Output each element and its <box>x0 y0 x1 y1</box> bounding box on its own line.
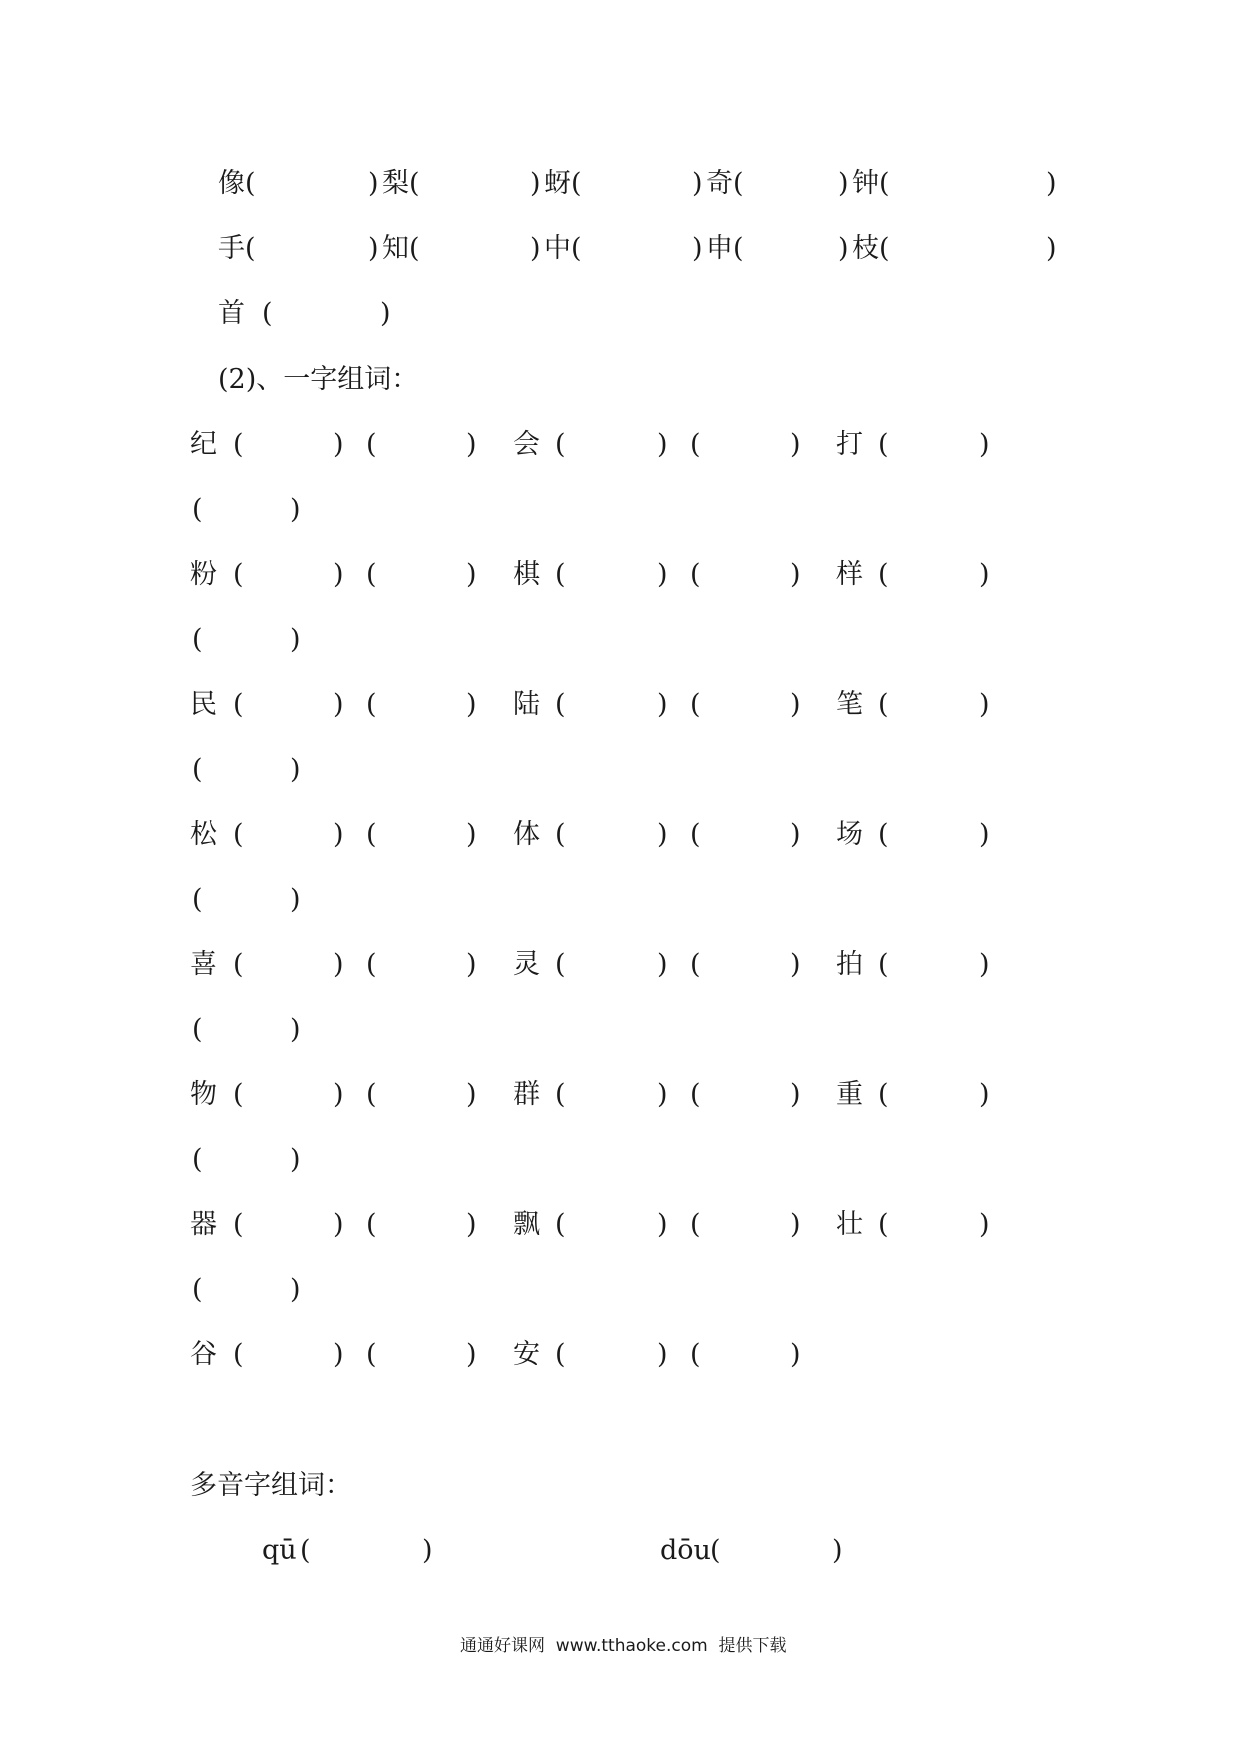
paren-open: ( <box>555 819 566 850</box>
paren-open: ( <box>245 168 256 199</box>
paren-open: ( <box>233 429 244 460</box>
char-s2-r7-3: 壮 <box>836 1209 863 1240</box>
section2-heading: (2)、一字组词： <box>218 364 419 395</box>
paren-close: ) <box>692 233 703 264</box>
paren-open: ( <box>233 689 244 720</box>
paren-close: ) <box>466 689 477 720</box>
paren-close: ) <box>333 1339 344 1370</box>
paren-open: ( <box>366 949 377 980</box>
char-s1-r2-2: 知 <box>382 233 409 264</box>
paren-open: ( <box>555 429 566 460</box>
paren-close: ) <box>979 559 990 590</box>
paren-open: ( <box>192 624 203 655</box>
paren-close: ) <box>333 1209 344 1240</box>
paren-open: ( <box>233 1079 244 1110</box>
char-s2-r7-2: 飘 <box>513 1209 540 1240</box>
char-s2-r3-1: 民 <box>190 689 217 720</box>
paren-open: ( <box>366 1209 377 1240</box>
paren-close: ) <box>466 429 477 460</box>
char-s2-r5-1: 喜 <box>190 949 217 980</box>
paren-close: ) <box>657 1209 668 1240</box>
paren-close: ) <box>979 689 990 720</box>
paren-close: ) <box>290 624 301 655</box>
paren-close: ) <box>790 819 801 850</box>
char-s1-r1-4: 奇 <box>706 168 733 199</box>
paren-open: ( <box>878 689 889 720</box>
paren-close: ) <box>790 1209 801 1240</box>
paren-close: ) <box>1046 233 1057 264</box>
paren-open: ( <box>300 1535 311 1566</box>
paren-open: ( <box>879 233 890 264</box>
paren-close: ) <box>838 233 849 264</box>
paren-close: ) <box>333 689 344 720</box>
paren-close: ) <box>380 298 391 329</box>
char-s1-r1-3: 蚜 <box>544 168 571 199</box>
paren-close: ) <box>657 819 668 850</box>
paren-open: ( <box>555 949 566 980</box>
paren-close: ) <box>657 559 668 590</box>
char-s1-r2-1: 手 <box>218 233 245 264</box>
char-s2-r4-1: 松 <box>190 819 217 850</box>
char-s2-r5-2: 灵 <box>513 949 540 980</box>
paren-open: ( <box>366 689 377 720</box>
paren-open: ( <box>733 168 744 199</box>
paren-close: ) <box>838 168 849 199</box>
paren-close: ) <box>333 949 344 980</box>
paren-close: ) <box>790 689 801 720</box>
paren-open: ( <box>233 1339 244 1370</box>
paren-close: ) <box>466 819 477 850</box>
paren-close: ) <box>333 819 344 850</box>
paren-close: ) <box>790 1079 801 1110</box>
paren-open: ( <box>233 819 244 850</box>
paren-close: ) <box>979 429 990 460</box>
char-s1-last: 首 <box>218 298 245 329</box>
char-s2-r3-2: 陆 <box>513 689 540 720</box>
paren-open: ( <box>555 689 566 720</box>
paren-open: ( <box>233 559 244 590</box>
paren-open: ( <box>555 1079 566 1110</box>
char-s2-r3-3: 笔 <box>836 689 863 720</box>
paren-open: ( <box>878 1209 889 1240</box>
char-s2-r7-1: 器 <box>190 1209 217 1240</box>
paren-open: ( <box>366 559 377 590</box>
paren-close: ) <box>333 429 344 460</box>
paren-open: ( <box>409 233 420 264</box>
pinyin-1: qū <box>262 1535 297 1566</box>
paren-open: ( <box>233 1209 244 1240</box>
paren-open: ( <box>192 1144 203 1175</box>
paren-close: ) <box>530 233 541 264</box>
char-s2-r8-1: 谷 <box>190 1339 217 1370</box>
paren-open: ( <box>690 949 701 980</box>
paren-open: ( <box>366 1339 377 1370</box>
char-s1-r1-2: 梨 <box>382 168 409 199</box>
paren-open: ( <box>233 949 244 980</box>
paren-open: ( <box>690 559 701 590</box>
paren-open: ( <box>878 819 889 850</box>
paren-close: ) <box>657 949 668 980</box>
paren-open: ( <box>555 1209 566 1240</box>
paren-open: ( <box>192 1014 203 1045</box>
paren-open: ( <box>366 1079 377 1110</box>
char-s2-r6-1: 物 <box>190 1079 217 1110</box>
paren-close: ) <box>290 1014 301 1045</box>
char-s2-r8-2: 安 <box>513 1339 540 1370</box>
paren-close: ) <box>657 1079 668 1110</box>
paren-open: ( <box>555 1339 566 1370</box>
paren-close: ) <box>333 559 344 590</box>
paren-open: ( <box>690 689 701 720</box>
paren-open: ( <box>571 233 582 264</box>
section3-heading: 多音字组词： <box>190 1470 352 1501</box>
paren-close: ) <box>790 429 801 460</box>
paren-close: ) <box>422 1535 433 1566</box>
char-s2-r1-3: 打 <box>836 429 863 460</box>
paren-open: ( <box>879 168 890 199</box>
paren-open: ( <box>409 168 420 199</box>
paren-close: ) <box>657 429 668 460</box>
paren-open: ( <box>245 233 256 264</box>
paren-close: ) <box>466 559 477 590</box>
paren-open: ( <box>690 429 701 460</box>
paren-open: ( <box>690 819 701 850</box>
paren-close: ) <box>466 1339 477 1370</box>
paren-open: ( <box>192 1274 203 1305</box>
paren-open: ( <box>710 1535 721 1566</box>
paren-close: ) <box>979 1079 990 1110</box>
paren-close: ) <box>790 949 801 980</box>
paren-open: ( <box>690 1079 701 1110</box>
char-s2-r6-2: 群 <box>513 1079 540 1110</box>
paren-open: ( <box>366 819 377 850</box>
paren-close: ) <box>333 1079 344 1110</box>
paren-close: ) <box>657 1339 668 1370</box>
char-s2-r5-3: 拍 <box>836 949 863 980</box>
paren-close: ) <box>979 1209 990 1240</box>
paren-close: ) <box>832 1535 843 1566</box>
paren-open: ( <box>192 884 203 915</box>
paren-open: ( <box>555 559 566 590</box>
paren-close: ) <box>466 1209 477 1240</box>
paren-close: ) <box>790 559 801 590</box>
char-s1-r2-5: 枝 <box>852 233 879 264</box>
paren-close: ) <box>290 494 301 525</box>
char-s2-r4-3: 场 <box>836 819 863 850</box>
paren-close: ) <box>1046 168 1057 199</box>
char-s2-r2-1: 粉 <box>190 559 217 590</box>
paren-close: ) <box>368 233 379 264</box>
paren-open: ( <box>192 754 203 785</box>
paren-open: ( <box>690 1339 701 1370</box>
paren-open: ( <box>366 429 377 460</box>
paren-open: ( <box>262 298 273 329</box>
paren-close: ) <box>790 1339 801 1370</box>
char-s1-r1-1: 像 <box>218 168 245 199</box>
paren-close: ) <box>979 949 990 980</box>
char-s2-r2-2: 棋 <box>513 559 540 590</box>
paren-close: ) <box>368 168 379 199</box>
char-s2-r6-3: 重 <box>836 1079 863 1110</box>
paren-open: ( <box>571 168 582 199</box>
paren-close: ) <box>692 168 703 199</box>
char-s2-r2-3: 样 <box>836 559 863 590</box>
paren-open: ( <box>192 494 203 525</box>
char-s2-r4-2: 体 <box>513 819 540 850</box>
paren-open: ( <box>733 233 744 264</box>
paren-open: ( <box>878 949 889 980</box>
paren-close: ) <box>530 168 541 199</box>
char-s2-r1-2: 会 <box>513 429 540 460</box>
paren-close: ) <box>290 1274 301 1305</box>
pinyin-2: dōu <box>660 1535 711 1566</box>
char-s1-r2-3: 中 <box>544 233 571 264</box>
paren-open: ( <box>878 559 889 590</box>
paren-close: ) <box>657 689 668 720</box>
paren-close: ) <box>290 754 301 785</box>
paren-open: ( <box>878 1079 889 1110</box>
paren-close: ) <box>466 949 477 980</box>
paren-open: ( <box>690 1209 701 1240</box>
char-s2-r1-1: 纪 <box>190 429 217 460</box>
char-s1-r2-4: 申 <box>706 233 733 264</box>
paren-close: ) <box>466 1079 477 1110</box>
paren-close: ) <box>290 1144 301 1175</box>
paren-open: ( <box>878 429 889 460</box>
paren-close: ) <box>290 884 301 915</box>
paren-close: ) <box>979 819 990 850</box>
footer-text: 通通好课网 www.tthaoke.com 提供下载 <box>460 1636 787 1656</box>
char-s1-r1-5: 钟 <box>852 168 879 199</box>
